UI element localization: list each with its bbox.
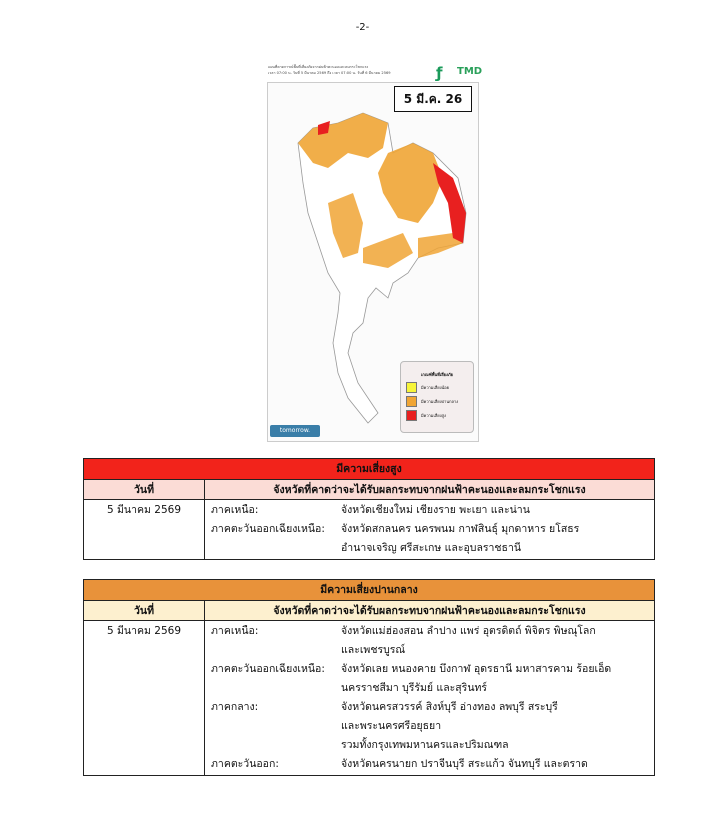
medium-risk-title: มีความเสี่ยงปานกลาง	[84, 580, 655, 601]
provinces-cell: ภาคเหนือ: จังหวัดแม่ฮ่องสอน ลำปาง แพร่ อุตรดิตถ์ พิจิตร พิษณุโลก และเพชรบูรณ์ ภาคตะวันออกเฉียงเหนือ: จังหวัดเลย หนองคาย บึงกาฬ อุดรธานี มหาสารคาม ร้อยเอ็ด นครราชสีมา บุรีรัมย์ และสุรินทร์ ภาคกลาง: จังหวัดนครสวรรค์ สิงห์บุรี อ่างทอง ลพบุรี สระบุรี และพระนครศรีอยุธยา รวมทั้งกรุงเทพมหานครและปริมณฑล ภาคตะวันออก: จังหวัดนครนายก ปราจีนบุรี สระแก้ว จันทบุรี และตราด	[205, 621, 655, 776]
table-row	[84, 500, 655, 560]
risk-map	[264, 58, 483, 442]
legend-item-high: มีความเสี่ยงสูง	[406, 410, 473, 421]
date-cell: 5 มีนาคม 2569	[84, 500, 205, 560]
region-label: ภาคกลาง:	[211, 701, 259, 713]
region-label: ภาคเหนือ:	[211, 625, 259, 637]
agency-logo-icon: ƒ	[436, 64, 443, 82]
col-date: วันที่	[84, 601, 205, 621]
region-label: ภาคตะวันออก:	[211, 758, 279, 770]
region-label: ภาคตะวันออกเฉียงเหนือ:	[211, 523, 325, 535]
high-risk-title: มีความเสี่ยงสูง	[84, 459, 655, 480]
col-date: วันที่	[84, 480, 205, 500]
tmd-logo: TMD	[457, 66, 483, 77]
col-provinces: จังหวัดที่คาดว่าจะได้รับผลกระทบจากฝนฟ้าคะนองและลมกระโชกแรง	[205, 480, 655, 500]
region-label: ภาคตะวันออกเฉียงเหนือ:	[211, 663, 325, 675]
map-header: แผนที่คาดการณ์พื้นที่เสี่ยงภัยจากฝนฟ้าคะนองและลมกระโชกแรง เวลา 07:00 น. วันที่ 5 มีนาคม 2569 ถึง เวลา 07:00 น. วันที่ 6 มีนาคม 2569	[268, 65, 391, 75]
legend-swatch	[406, 396, 417, 407]
high-risk-table	[83, 458, 655, 560]
col-provinces: จังหวัดที่คาดว่าจะได้รับผลกระทบจากฝนฟ้าคะนองและลมกระโชกแรง	[205, 601, 655, 621]
legend-swatch	[406, 410, 417, 421]
region-label: ภาคเหนือ:	[211, 504, 259, 516]
medium-risk-table	[83, 579, 655, 776]
tomorrow-logo: tomorrow.	[270, 425, 320, 437]
legend-item-low: มีความเสี่ยงน้อย	[406, 382, 473, 393]
legend-title: เกณฑ์พื้นที่เสี่ยงภัย	[421, 372, 453, 377]
map-legend	[400, 361, 474, 433]
table-row	[84, 621, 655, 776]
map-date-label: 5 มี.ค. 26	[394, 86, 472, 112]
date-cell: 5 มีนาคม 2569	[84, 621, 205, 776]
page-number: -2-	[355, 22, 370, 33]
provinces-cell: ภาคเหนือ: จังหวัดเชียงใหม่ เชียงราย พะเยา และน่าน ภาคตะวันออกเฉียงเหนือ: จังหวัดสกลนคร นครพนม กาฬสินธุ์ มุกดาหาร ยโสธร อำนาจเจริญ ศรีสะเกษ และอุบลราชธานี	[205, 500, 655, 560]
legend-item-medium: มีความเสี่ยงปานกลาง	[406, 396, 473, 407]
legend-swatch	[406, 382, 417, 393]
